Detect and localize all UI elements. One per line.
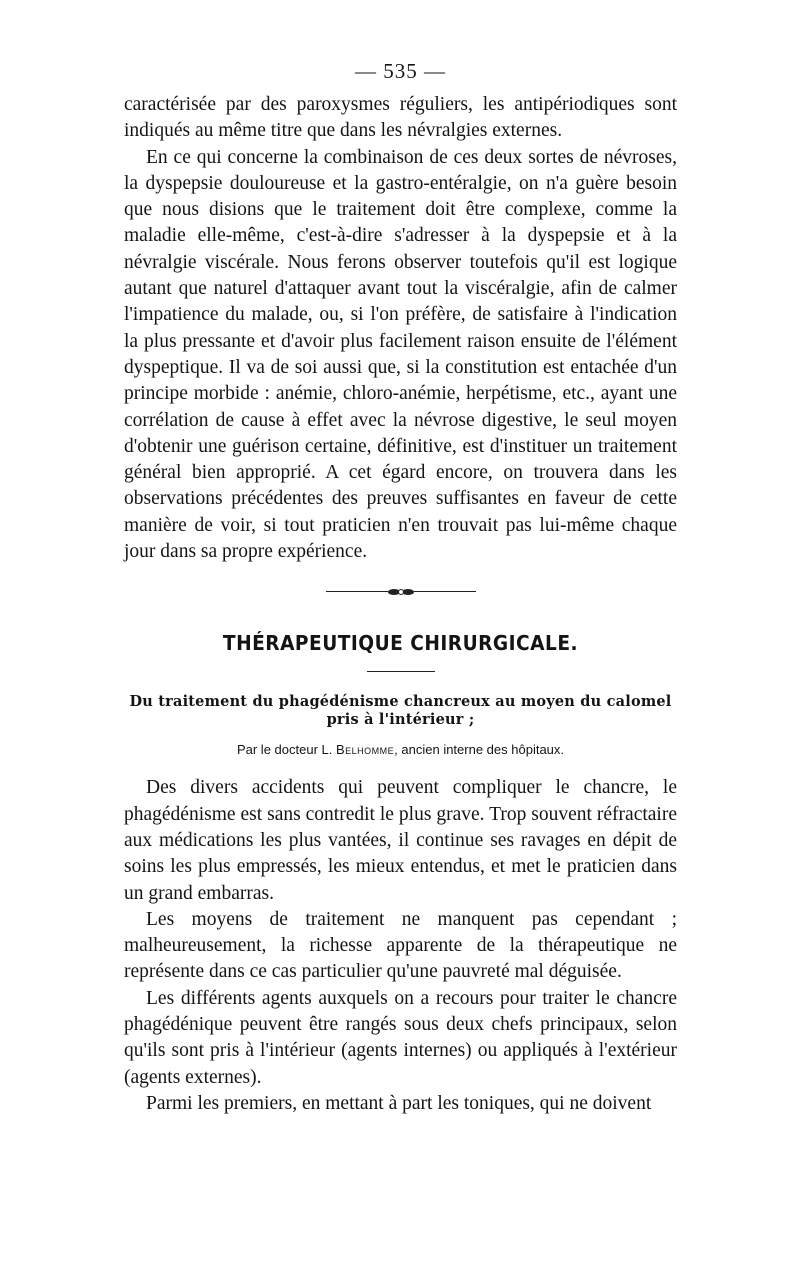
paragraph-continuation: caractérisée par des paroxysmes réguliers, les antipériodiques sont indiqués au même titre que dans les névralgies externes. bbox=[124, 94, 677, 142]
ornament-icon bbox=[386, 586, 416, 598]
byline-prefix: Par le docteur L. bbox=[236, 742, 333, 758]
article-paragraph-2: Les moyens de traitement ne manquent pas cependant ; malheureusement, la richesse apparente de la thérapeutique ne représente dans ce cas particulier qu'une pauvreté mal déguisée. bbox=[124, 908, 677, 983]
article-body bbox=[124, 775, 677, 1117]
article-title bbox=[124, 693, 677, 729]
page-number: — 535 — bbox=[355, 59, 446, 83]
paragraph-neuroses-treatment: En ce qui concerne la combinaison de ces deux sortes de névroses, la dyspepsie douloureuse et la gastro-entéralgie, on n'a guère besoin que nous disions que le traitement doit être complexe, comme la maladie elle-même, c'est-à-dire s'adresser à la dyspepsie et à la névralgie viscérale. Nous ferons observer toutefois qu'il est logique autant que naturel d'attaquer avant tout la viscéralgie, afin de calmer l'impatience du malade, ou, si l'on préfère, de satisfaire à l'indication la plus pressante et d'avoir plus facilement raison ensuite de l'élément dyspeptique. Il va de soi aussi que, si la constitution est entachée d'un principe morbide : anémie, chloro-anémie, herpétisme, etc., ayant une corrélation de cause à effet avec la névrose digestive, le seul moyen d'obtenir une guérison certaine, définitive, est d'instituer un traitement général bien approprié. A cet égard encore, on trouvera dans les observations précédentes des preuves suffisantes en faveur de cette manière de voir, si tout praticien n'en trouvait pas lui-même chaque jour dans sa propre expérience. bbox=[124, 146, 677, 563]
section-title: THÉRAPEUTIQUE CHIRURGICALE. bbox=[222, 631, 579, 656]
article-paragraph-1: Des divers accidents qui peuvent compliquer le chancre, le phagédénisme est sans contredit le plus grave. Trop souvent réfractaire aux médications les plus vantées, il continue ses ravages en dépit de soins les plus empressés, les mieux entendus, et met le praticien dans un grand embarras. bbox=[124, 777, 677, 904]
article-title-line-2: pris à l'intérieur ; bbox=[326, 711, 475, 729]
book-page bbox=[124, 58, 677, 1117]
byline-suffix: , ancien interne des hôpitaux. bbox=[394, 742, 565, 758]
article-paragraph-4: Parmi les premiers, en mettant à part les toniques, qui ne doivent bbox=[146, 1092, 652, 1114]
byline-author: Belhomme bbox=[335, 742, 395, 758]
separator-line-right bbox=[414, 591, 476, 592]
article-byline bbox=[124, 741, 677, 759]
ornamental-separator bbox=[326, 585, 476, 599]
article-paragraph-3: Les différents agents auxquels on a recours pour traiter le chancre phagédénique peuvent être rangés sous deux chefs principaux, selon qu'ils sont pris à l'intérieur (agents internes) ou appliqués à l'extérieur (agents externes). bbox=[124, 987, 677, 1088]
short-rule bbox=[367, 671, 435, 672]
separator-line-left bbox=[326, 591, 388, 592]
article-title-line-1: Du traitement du phagédénisme chancreux au moyen du calomel bbox=[129, 693, 672, 711]
